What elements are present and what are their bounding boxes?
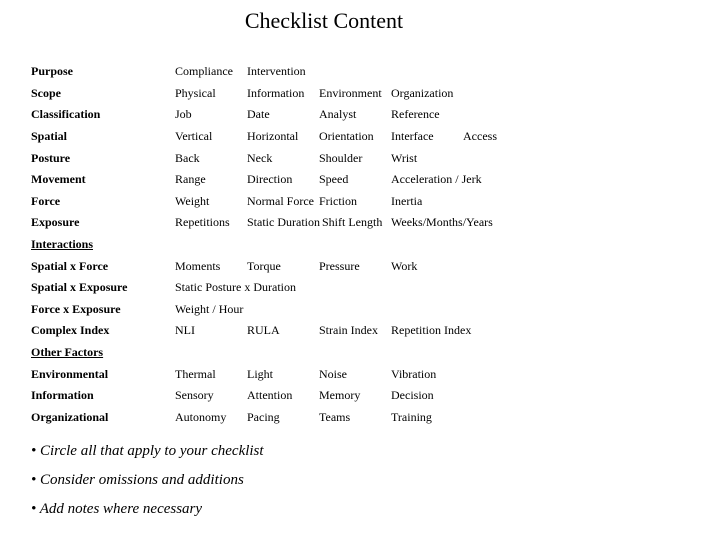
row-posture [0,151,720,169]
cell: Torque [247,259,281,273]
row-spatial-x-force [0,259,720,277]
row-label: Purpose [31,64,73,78]
row-organizational [0,410,720,428]
cell: Back [175,151,200,165]
cell: Moments [175,259,221,273]
section-heading-other-factors: Other Factors [31,345,104,359]
cell: Sensory [175,388,214,402]
row-environmental [0,367,720,385]
cell: Acceleration / Jerk [391,172,482,186]
cell: Thermal [175,367,216,381]
row-label: Environmental [31,367,109,381]
cell: Static Posture x Duration [175,280,296,294]
instruction-bullet: • Add notes where necessary [31,501,203,517]
row-label: Classification [31,107,101,121]
cell: Compliance [175,64,233,78]
instruction-bullet: • Circle all that apply to your checklist [31,443,264,459]
row-spatial [0,129,720,147]
cell: Weeks/Months/Years [391,215,493,229]
row-spatial-x-exposure [0,280,720,298]
row-force-x-exposure [0,302,720,320]
cell: Interface [391,129,434,143]
row-movement [0,172,720,190]
row-label: Posture [31,151,71,165]
cell: Strain Index [319,323,378,337]
cell: Range [175,172,206,186]
row-label: Force x Exposure [31,302,121,316]
cell: Weight / Hour [175,302,244,316]
cell: Job [175,107,192,121]
cell: Noise [319,367,347,381]
cell: Work [391,259,418,273]
row-label: Organizational [31,410,109,424]
cell: Access [463,129,497,143]
cell: Reference [391,107,440,121]
row-label: Spatial x Force [31,259,109,273]
cell: RULA [247,323,280,337]
row-force [0,194,720,212]
cell: Shift Length [322,215,383,229]
cell: Friction [319,194,357,208]
cell: Light [247,367,273,381]
cell: Shoulder [319,151,363,165]
cell: Pressure [319,259,360,273]
cell: Speed [319,172,349,186]
cell: Repetitions [175,215,230,229]
row-classification [0,107,720,125]
cell: Repetition Index [391,323,472,337]
row-label: Spatial [31,129,68,143]
cell: Pacing [247,410,280,424]
row-exposure [0,215,720,233]
row-label: Exposure [31,215,80,229]
cell: Inertia [391,194,423,208]
cell: Orientation [319,129,374,143]
cell: Physical [175,86,216,100]
cell: Organization [391,86,454,100]
cell: Memory [319,388,361,402]
cell: Vertical [175,129,213,143]
row-label: Force [31,194,61,208]
cell: Wrist [391,151,418,165]
cell: Date [247,107,270,121]
cell: Teams [319,410,351,424]
cell: Neck [247,151,273,165]
cell: Vibration [391,367,437,381]
row-purpose [0,64,720,82]
section-heading-interactions: Interactions [31,237,93,251]
instruction-bullet: • Consider omissions and additions [31,472,244,488]
cell: Analyst [319,107,357,121]
cell: Weight [175,194,210,208]
row-scope [0,86,720,104]
cell: Horizontal [247,129,299,143]
cell: Environment [319,86,382,100]
row-label: Movement [31,172,86,186]
cell: Training [391,410,432,424]
row-label: Information [31,388,94,402]
cell: Intervention [247,64,306,78]
row-label: Complex Index [31,323,110,337]
cell: Static Duration [247,215,320,229]
page-title: Checklist Content [244,8,404,33]
cell: Autonomy [175,410,227,424]
row-complex-index [0,323,720,341]
row-label: Scope [31,86,61,100]
cell: Normal Force [247,194,314,208]
cell: NLI [175,323,195,337]
row-information [0,388,720,406]
cell: Attention [247,388,293,402]
row-label: Spatial x Exposure [31,280,128,294]
cell: Information [247,86,305,100]
cell: Decision [391,388,434,402]
cell: Direction [247,172,293,186]
